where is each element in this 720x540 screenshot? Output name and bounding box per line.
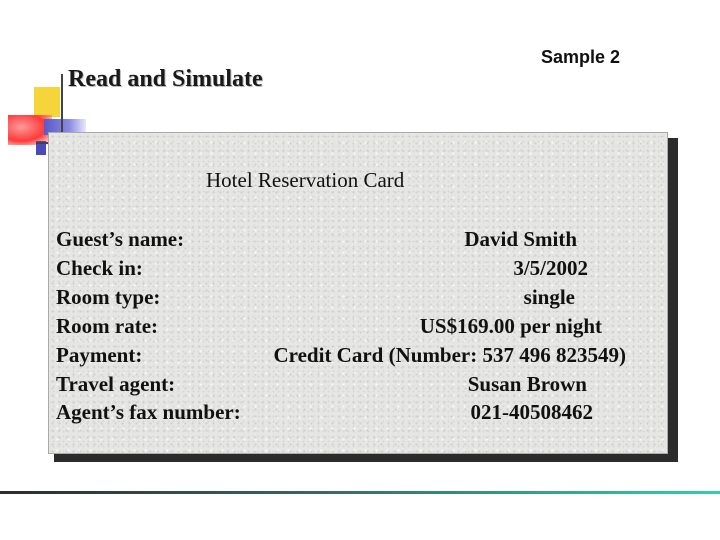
travel-agent-label: Travel agent: — [56, 372, 176, 396]
decorative-yellow-square — [34, 87, 60, 117]
room-type-label: Room type: — [56, 285, 161, 309]
slide-title: Read and Simulate — [68, 66, 263, 92]
room-rate-value: US$169.00 per night — [419, 314, 602, 338]
agent-fax-value: 021-40508462 — [470, 400, 593, 424]
card-title: Hotel Reservation Card — [206, 168, 405, 192]
check-in-value: 3/5/2002 — [513, 256, 588, 280]
guest-name-value: David Smith — [464, 227, 577, 251]
check-in-label: Check in: — [56, 256, 143, 280]
room-rate-label: Room rate: — [56, 314, 159, 338]
footer-divider — [0, 491, 720, 494]
travel-agent-value: Susan Brown — [467, 372, 587, 396]
payment-value: Credit Card (Number: 537 496 823549) — [273, 343, 626, 367]
room-type-value: single — [523, 285, 575, 309]
agent-fax-label: Agent’s fax number: — [56, 400, 241, 424]
sample-label: Sample 2 — [541, 47, 621, 67]
guest-name-label: Guest’s name: — [56, 227, 185, 251]
payment-label: Payment: — [56, 343, 143, 367]
